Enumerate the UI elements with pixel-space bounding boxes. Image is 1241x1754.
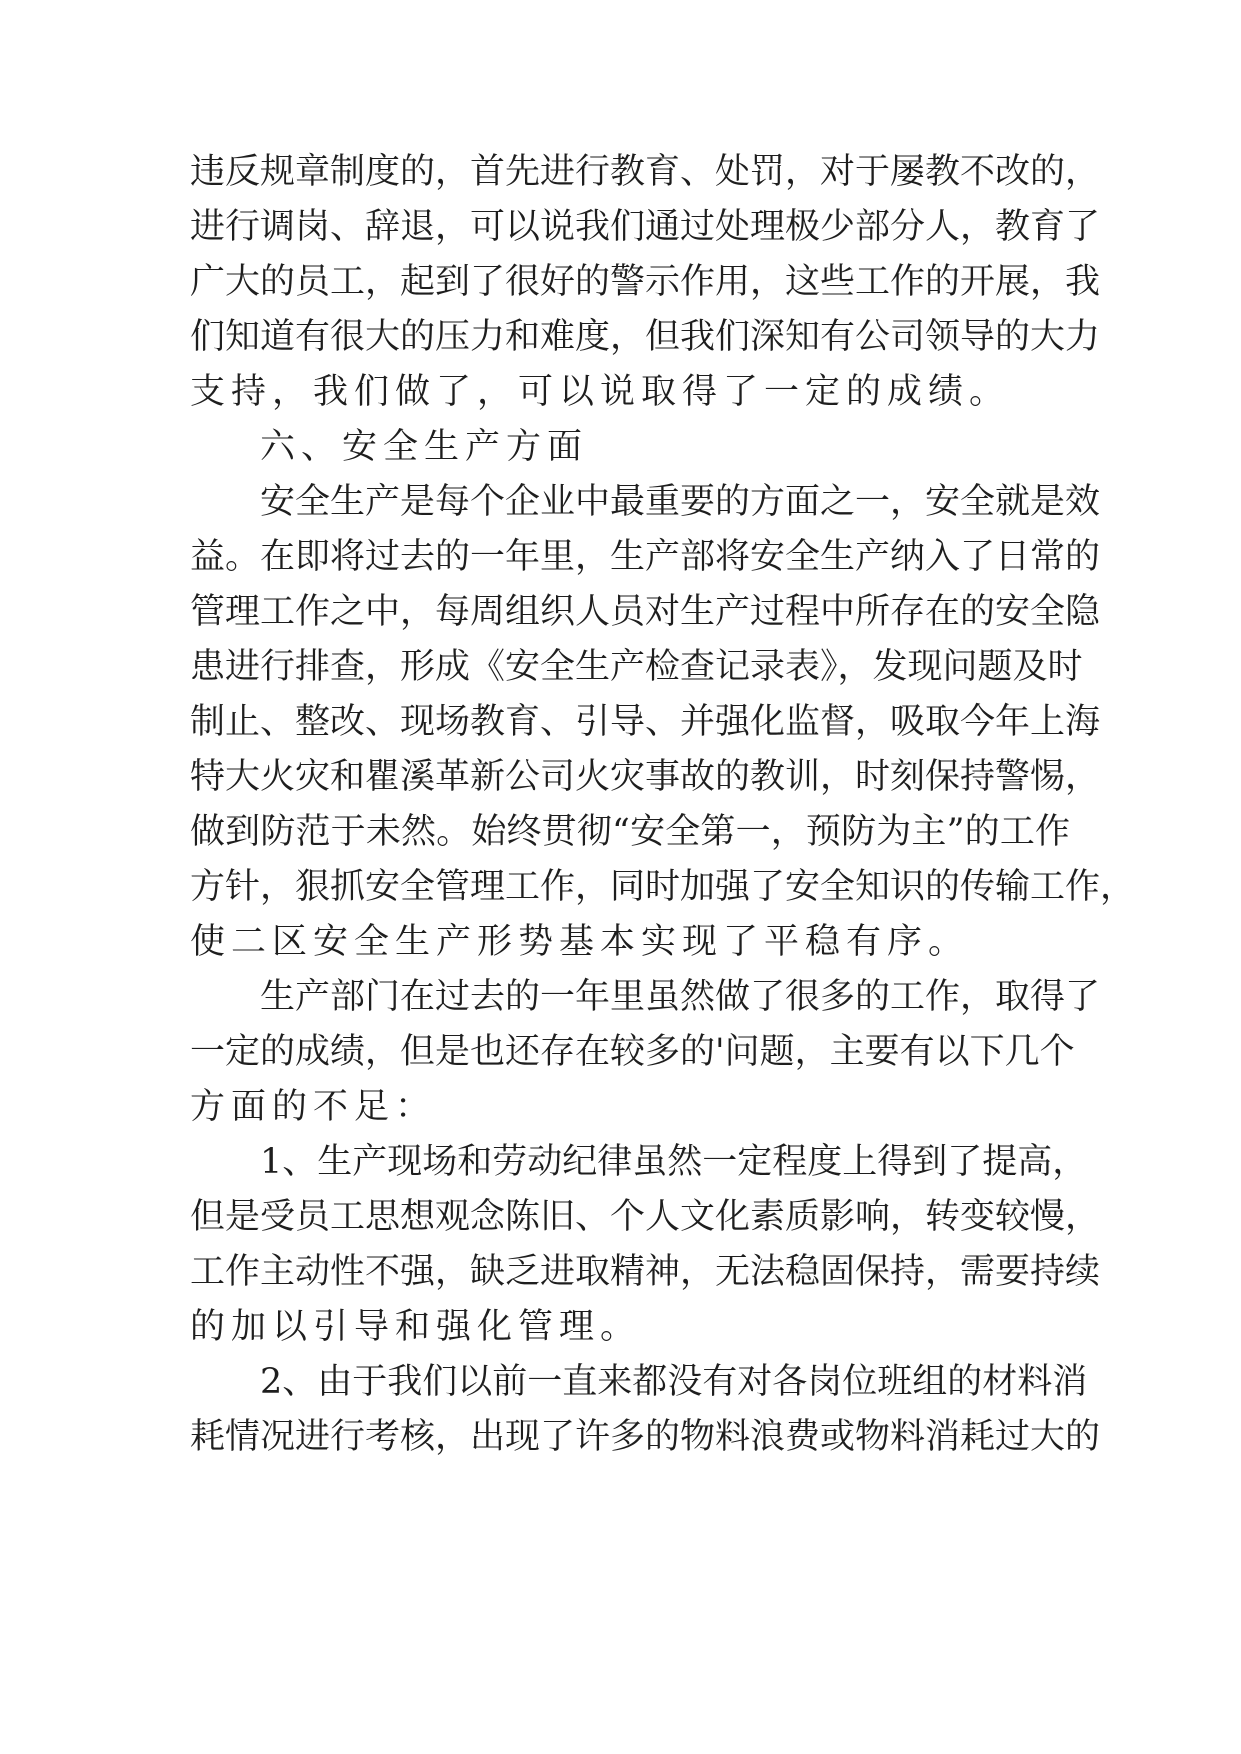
text-line: 们知道有很大的压力和难度，但我们深知有公司领导的大力 [190, 317, 1101, 357]
text-line: 做到防范于未然。始终贯彻“安全第一，预防为主”的工作 [190, 812, 1070, 852]
text-line: 方面的不足： [190, 1087, 437, 1127]
text-line: 方针，狠抓安全管理工作，同时加强了安全知识的传输工作， [190, 867, 1136, 907]
text-line: 益。在即将过去的一年里，生产部将安全生产纳入了日常的 [190, 537, 1101, 577]
text-line: 广大的员工，起到了很好的警示作用，这些工作的开展，我 [190, 262, 1101, 302]
text-line: 管理工作之中，每周组织人员对生产过程中所存在的安全隐 [190, 592, 1101, 632]
text-line: 支持，我们做了，可以说取得了一定的成绩。 [190, 372, 1011, 412]
paragraph-first-line: 安全生产是每个企业中最重要的方面之一，安全就是效 [260, 482, 1101, 522]
text-line: 制止、整改、现场教育、引导、并强化监督，吸取今年上海 [190, 702, 1101, 742]
text-line: 耗情况进行考核，出现了许多的物料浪费或物料消耗过大的 [190, 1417, 1101, 1457]
text-line: 使二区安全生产形势基本实现了平稳有序。 [190, 922, 970, 962]
list-item-first-line: 1、生产现场和劳动纪律虽然一定程度上得到了提高， [260, 1142, 1088, 1182]
text-line: 但是受员工思想观念陈旧、个人文化素质影响，转变较慢， [190, 1197, 1101, 1237]
list-item-first-line: 2、由于我们以前一直来都没有对各岗位班组的材料消 [260, 1362, 1088, 1402]
text-line: 特大火灾和瞿溪革新公司火灾事故的教训，时刻保持警惕， [190, 757, 1101, 797]
text-line: 一定的成绩，但是也还存在较多的'问题，主要有以下几个 [190, 1032, 1075, 1072]
section-heading: 六、安全生产方面 [260, 427, 589, 467]
text-line: 的加以引导和强化管理。 [190, 1307, 642, 1347]
text-line: 进行调岗、辞退，可以说我们通过处理极少部分人，教育了 [190, 207, 1101, 247]
text-line: 患进行排查，形成《安全生产检查记录表》，发现问题及时 [190, 647, 1083, 687]
paragraph-first-line: 生产部门在过去的一年里虽然做了很多的工作，取得了 [260, 977, 1101, 1017]
text-line: 工作主动性不强，缺乏进取精神，无法稳固保持，需要持续 [190, 1252, 1101, 1292]
text-line: 违反规章制度的，首先进行教育、处罚，对于屡教不改的， [190, 152, 1101, 192]
